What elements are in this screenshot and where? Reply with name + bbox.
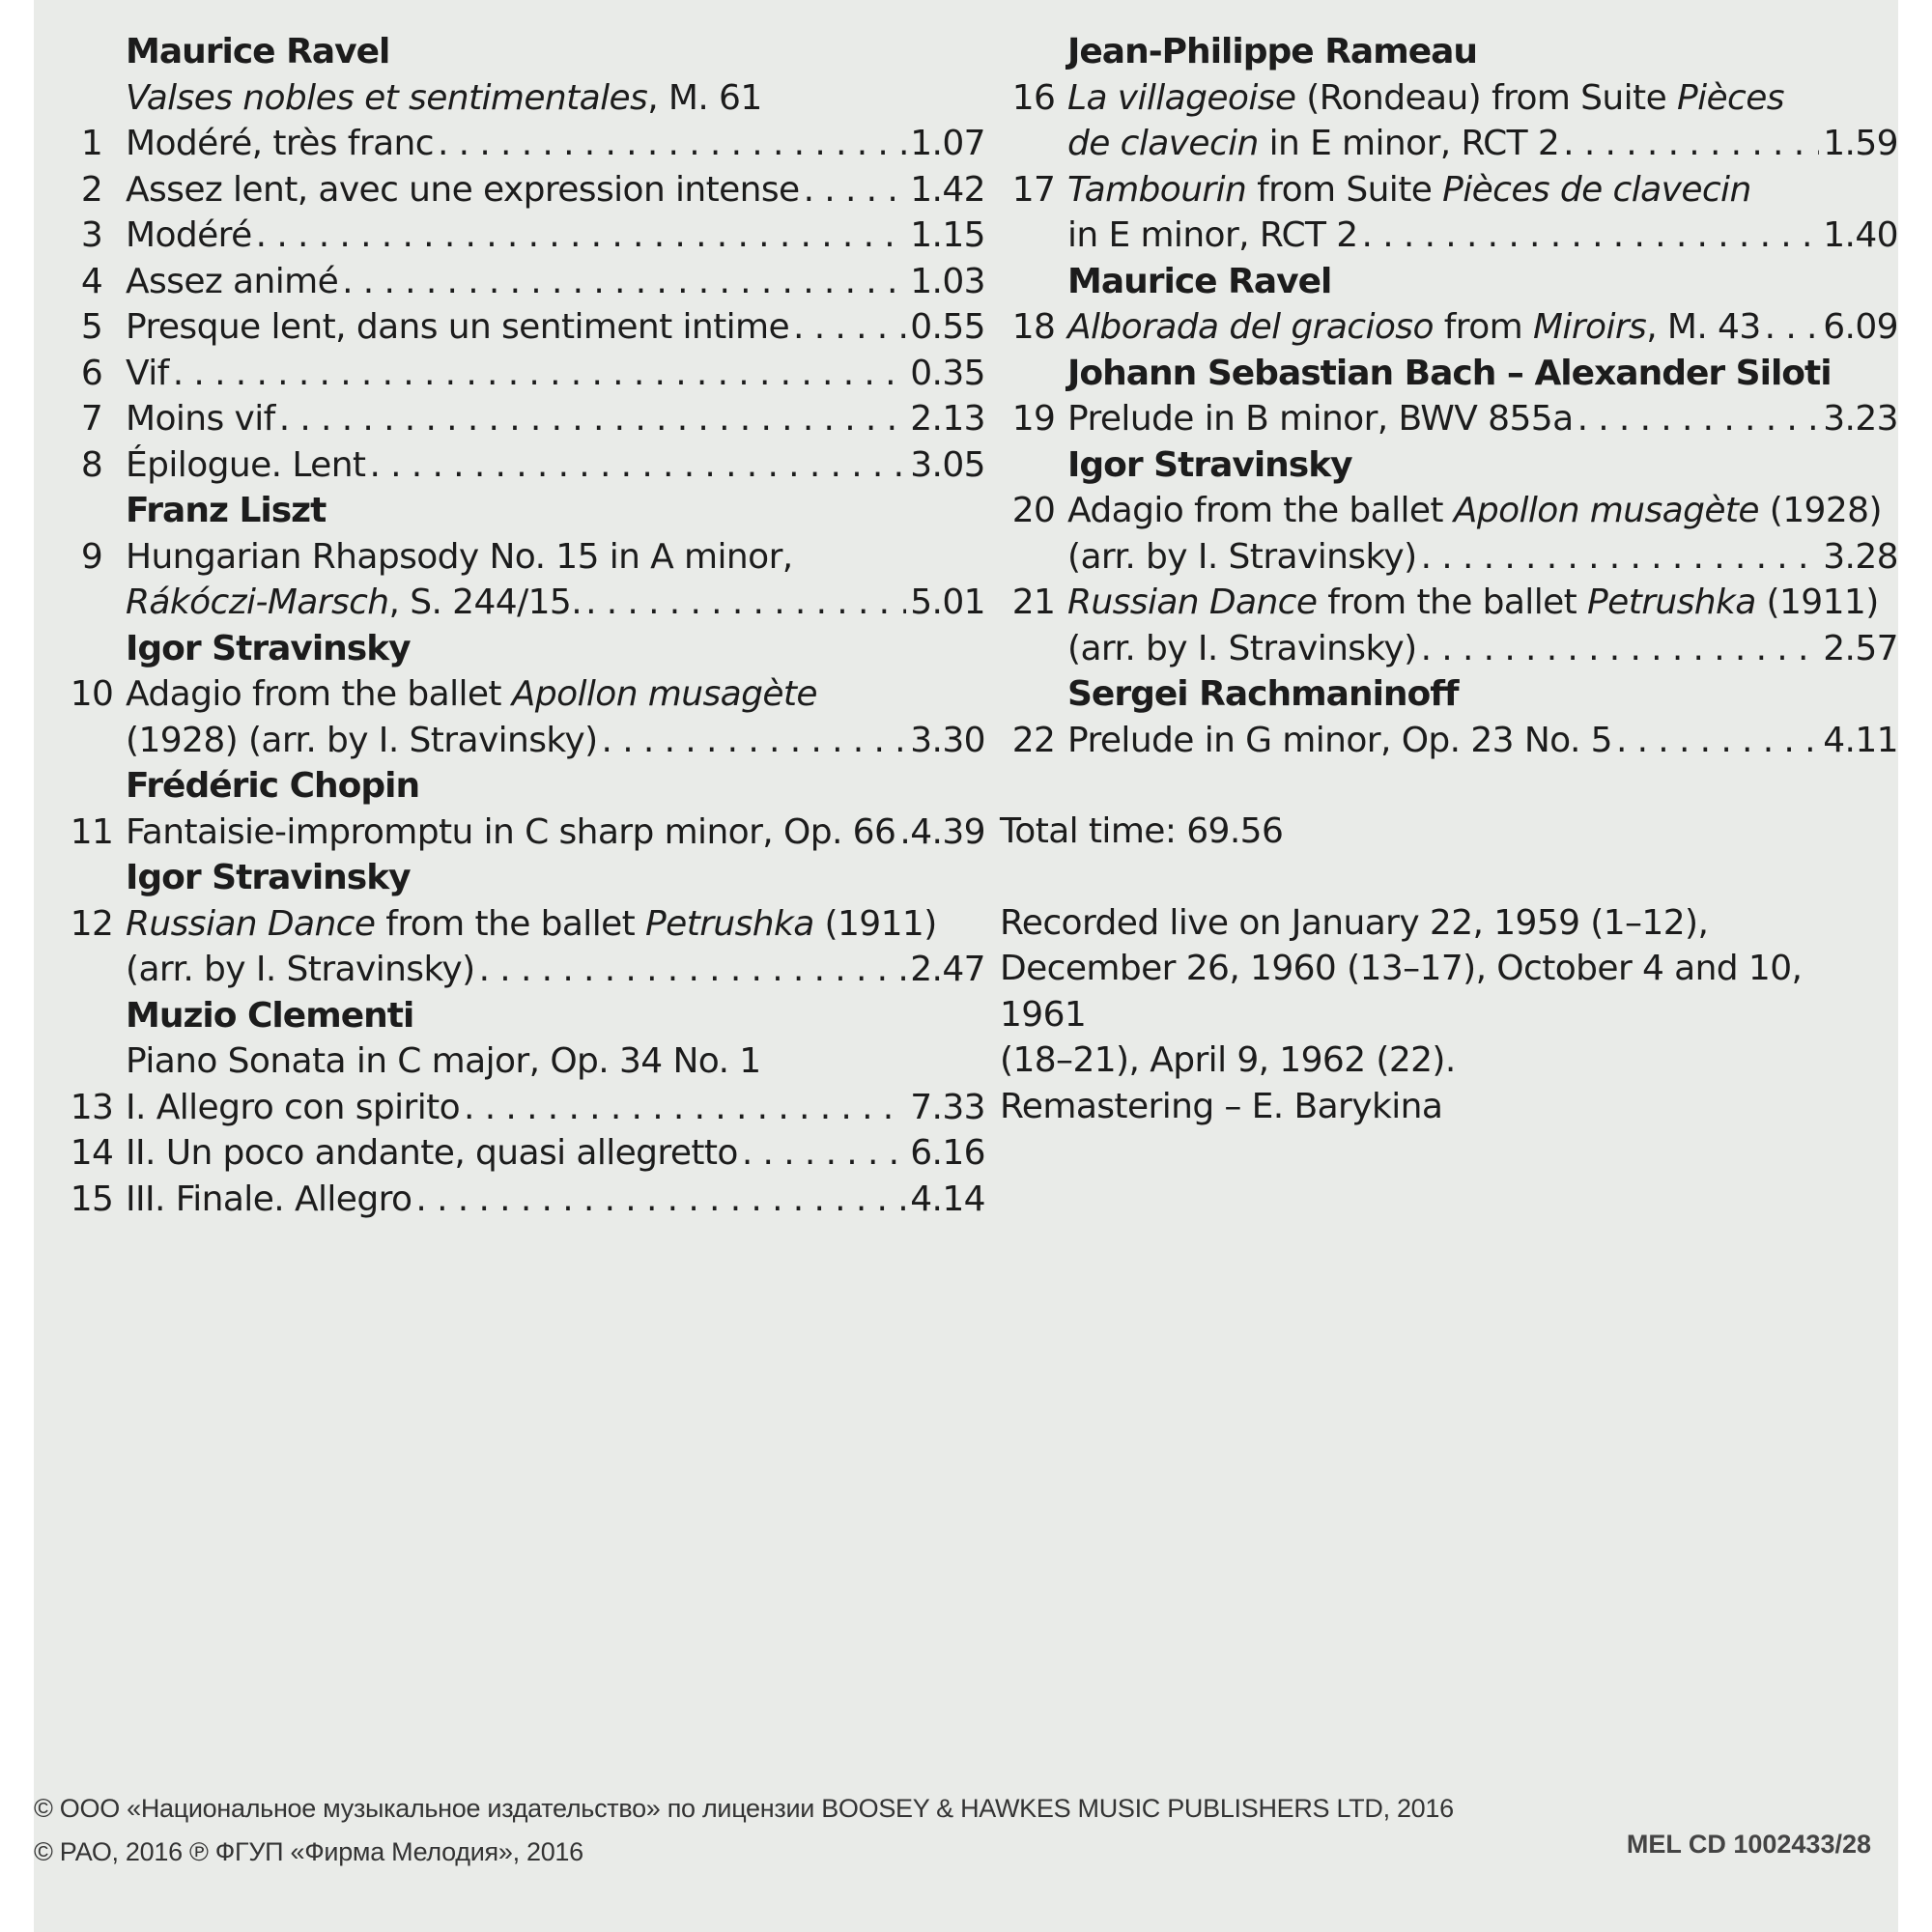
track-title: III. Finale. Allegro: [126, 1179, 412, 1219]
track-duration: 2.47: [910, 950, 985, 989]
track-title: Épilogue. Lent: [126, 444, 366, 485]
track-row: [58, 351, 985, 397]
track-row: 21 Russian Dance from the ballet Petrushka (1911) (arr. by I. Stravinsky) . . . 2.57: [1000, 580, 1898, 671]
track-number: 17: [1011, 169, 1056, 210]
dot-leader: [173, 351, 907, 397]
composer-heading: Frédéric Chopin: [126, 766, 420, 806]
dot-leader: [342, 259, 906, 305]
dot-leader: [438, 121, 906, 167]
composer-heading: Igor Stravinsky: [1067, 444, 1352, 485]
track-number: 22: [1011, 720, 1056, 760]
composer-heading: Maurice Ravel: [126, 32, 390, 71]
track-duration: 6.09: [1823, 307, 1898, 347]
dot-leader: [742, 1130, 906, 1177]
track-duration: 3.30: [910, 720, 985, 760]
composer-heading: Maurice Ravel: [1067, 261, 1332, 301]
dot-leader: [1616, 718, 1819, 764]
composer-heading: Igor Stravinsky: [126, 858, 411, 897]
track-row: 20 Adagio from the ballet Apollon musagète (1928) (arr. by I. Stravinsky) . . . 3.28: [1000, 488, 1898, 580]
track-duration: 1.07: [910, 124, 985, 163]
track-title: II. Un poco andante, quasi allegretto: [126, 1133, 738, 1173]
track-row: [58, 396, 985, 442]
copyright-line: © РАО, 2016 ℗ ФГУП «Фирма Мелодия», 2016: [34, 1837, 583, 1866]
track-number: 21: [1011, 582, 1056, 622]
track-row: [58, 121, 985, 167]
track-row: 16 La villageoise (Rondeau) from Suite Pièces de clavecin in E minor, RCT 2 . . . 1.59: [1000, 75, 1898, 167]
track-row: [58, 213, 985, 259]
track-number: 12: [70, 903, 114, 944]
track-duration: 1.59: [1823, 124, 1898, 163]
track-row: 17 Tambourin from Suite Pièces de clavecin in E minor, RCT 2 . . . 1.40: [1000, 167, 1898, 259]
track-duration: 0.55: [910, 307, 985, 347]
track-number: 7: [80, 399, 103, 439]
composer-heading: Johann Sebastian Bach – Alexander Siloti: [1067, 353, 1832, 393]
track-duration: 3.23: [1823, 399, 1898, 439]
track-title: Moins vif: [126, 399, 275, 439]
recording-note-line: Recorded live on January 22, 1959 (1–12),: [1000, 902, 1709, 943]
track-title: Assez lent, avec une expression intense: [126, 169, 800, 210]
track-number: 10: [70, 674, 114, 714]
track-row: [58, 442, 985, 489]
recording-note-line: (18–21), April 9, 1962 (22).: [1000, 1040, 1456, 1080]
dot-leader: [464, 1085, 906, 1131]
track-duration: 3.28: [1823, 536, 1898, 577]
track-number: 11: [70, 811, 114, 852]
dot-leader: [1362, 213, 1820, 259]
track-number: 19: [1011, 399, 1056, 439]
track-title: Hungarian Rhapsody No. 15 in A minor,: [126, 536, 793, 577]
track-title: Prelude in B minor, BWV 855a: [1067, 399, 1574, 439]
track-number: 6: [80, 353, 103, 393]
dot-leader: [1765, 304, 1820, 351]
track-duration: 0.35: [910, 353, 985, 393]
track-row: [58, 167, 985, 213]
clementi-track-list: [58, 1085, 985, 1223]
track-number: 8: [80, 444, 103, 485]
track-row: [58, 304, 985, 351]
dot-leader: [479, 947, 907, 993]
recording-notes: [1000, 900, 1898, 1130]
dot-leader: [793, 304, 906, 351]
dot-leader: [602, 718, 907, 764]
track-title: Modéré: [126, 215, 252, 255]
composer-heading: Sergei Rachmaninoff: [1067, 674, 1459, 714]
track-number: 3: [80, 215, 103, 255]
track-number: 15: [70, 1179, 114, 1219]
recording-note-line: December 26, 1960 (13–17), October 4 and 10, 1961: [1000, 949, 1803, 1035]
track-duration: 1.03: [910, 261, 985, 301]
composer-heading: Franz Liszt: [126, 491, 327, 530]
track-number: 5: [80, 307, 103, 347]
work-title: Piano Sonata in C major, Op. 34 No. 1: [126, 1041, 761, 1081]
track-row: [58, 1177, 985, 1223]
dot-leader: [804, 167, 907, 213]
tracklist-left-column: [58, 29, 985, 1222]
track-number: 4: [80, 261, 103, 301]
composer-heading: Muzio Clementi: [126, 995, 414, 1036]
dot-leader: [1421, 534, 1820, 581]
dot-leader: [585, 580, 906, 626]
track-duration: 5.01: [910, 582, 985, 622]
copyright-line: © ООО «Национальное музыкальное издательство» по лицензии BOOSEY & HAWKES MUSIC PUBLISHERS LTD, 2016: [34, 1794, 1454, 1823]
dot-leader: [1563, 121, 1819, 167]
ravel-track-list: [58, 121, 985, 488]
track-row: [58, 810, 985, 856]
work-title: Valses nobles et sentimentales, M. 61: [126, 77, 762, 118]
booklet-page: [34, 0, 1898, 1932]
track-row: [1000, 718, 1898, 764]
track-row: [1000, 396, 1898, 442]
track-number: 2: [80, 169, 103, 210]
composer-heading: Igor Stravinsky: [126, 628, 411, 668]
track-title: Presque lent, dans un sentiment intime: [126, 307, 790, 347]
track-title: Vif: [126, 353, 169, 393]
track-row: 12 Russian Dance from the ballet Petrushka (1911) (arr. by I. Stravinsky) . . . 2.47: [58, 901, 985, 993]
track-title: Prelude in G minor, Op. 23 No. 5: [1067, 720, 1612, 760]
track-duration: 1.15: [910, 215, 985, 255]
dot-leader: [256, 213, 907, 259]
track-duration: 7.33: [910, 1087, 985, 1127]
dot-leader: [415, 1177, 906, 1223]
track-duration: 6.16: [910, 1133, 985, 1173]
track-duration: 1.40: [1823, 215, 1898, 255]
track-duration: .4.39: [899, 811, 985, 852]
dot-leader: [369, 442, 906, 489]
track-title: I. Allegro con spirito: [126, 1087, 461, 1127]
track-number: 16: [1011, 77, 1056, 118]
dot-leader: [1421, 626, 1820, 672]
track-duration: 4.11: [1823, 720, 1898, 760]
track-number: 14: [70, 1133, 114, 1173]
dot-leader: [279, 396, 907, 442]
copyright-footer: [34, 1787, 1898, 1874]
catalog-number: MEL CD 1002433/28: [1626, 1830, 1871, 1859]
track-number: 20: [1011, 491, 1056, 530]
track-duration: 1.42: [910, 169, 985, 210]
track-title: Assez animé: [126, 261, 339, 301]
track-row: [58, 1085, 985, 1131]
track-title: Modéré, très franc: [126, 124, 434, 163]
track-duration: 2.57: [1823, 628, 1898, 668]
track-row: [58, 259, 985, 305]
track-duration: 2.13: [910, 399, 985, 439]
track-duration: 4.14: [910, 1179, 985, 1219]
track-number: 1: [80, 124, 103, 163]
track-row: 10 Adagio from the ballet Apollon musagète (1928) (arr. by I. Stravinsky) . . . 3.30: [58, 671, 985, 763]
tracklist-right-column: [1000, 29, 1898, 1129]
track-number: 18: [1011, 307, 1056, 347]
dot-leader: [1577, 396, 1820, 442]
track-duration: 3.05: [910, 444, 985, 485]
composer-heading: Jean-Philippe Rameau: [1067, 32, 1478, 71]
track-row: [58, 1130, 985, 1177]
track-row: 9 Hungarian Rhapsody No. 15 in A minor, Rákóczi-Marsch, S. 244/15. . . . 5.01: [58, 534, 985, 626]
track-number: 9: [80, 536, 103, 577]
track-title: Fantaisie-impromptu in C sharp minor, Op. 66: [126, 811, 896, 852]
total-time: Total time: 69.56: [1000, 811, 1284, 851]
track-number: 13: [70, 1087, 114, 1127]
recording-note-line: Remastering – E. Barykina: [1000, 1086, 1443, 1126]
track-row: 18 Alborada del gracioso from Miroirs, M. 43 . . . 6.09: [1000, 304, 1898, 351]
